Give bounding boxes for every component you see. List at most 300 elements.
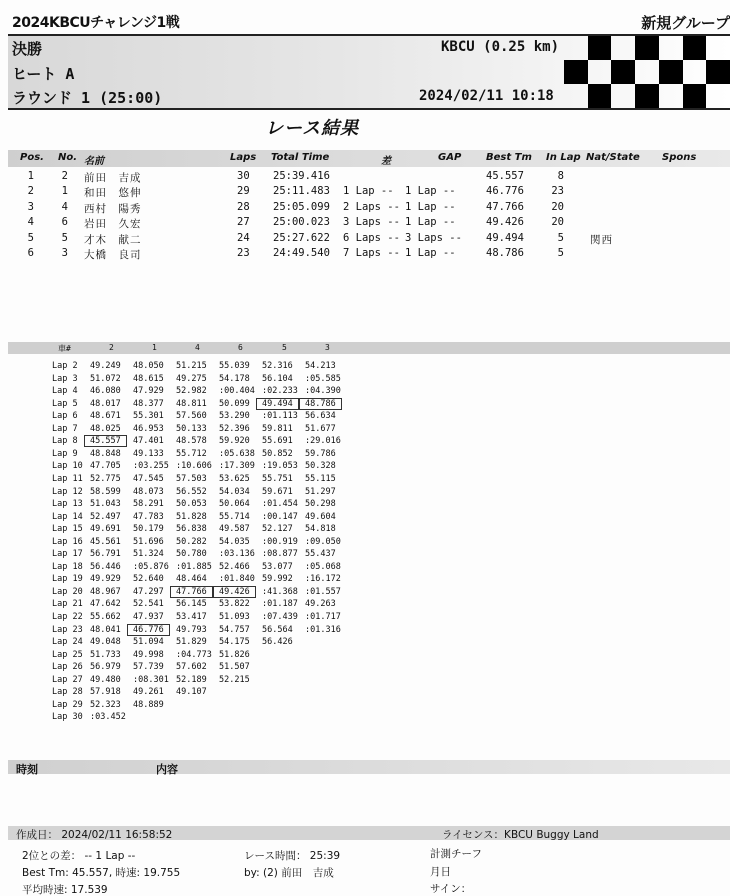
- lap-time: 49.263: [305, 599, 336, 610]
- cell-total: 25:27.622: [273, 231, 330, 244]
- lap-time: 48.073: [133, 486, 164, 497]
- page-title: レース結果: [265, 118, 360, 139]
- cell-laps: 29: [237, 185, 250, 198]
- cell-pos: 2: [27, 185, 34, 198]
- lap-row: [8, 549, 408, 561]
- lap-time: 47.766: [171, 587, 212, 597]
- lap-time: 46.776: [128, 625, 169, 635]
- col-nat: Nat/State: [586, 152, 640, 163]
- month-day: 月日: [430, 866, 451, 878]
- lap-time: 50.179: [133, 524, 164, 535]
- footer-bar: [8, 826, 730, 840]
- race-time: レース時間： 25:39: [244, 850, 341, 862]
- lap-row: [8, 436, 408, 448]
- lap-label: Lap 10: [52, 461, 83, 472]
- round-label: ラウンド 1 (25:00): [12, 89, 163, 107]
- table-row: [8, 200, 730, 215]
- lap-time: 56.634: [305, 411, 336, 422]
- lap-label: Lap 29: [52, 699, 83, 710]
- cell-total: 25:00.023: [273, 216, 330, 229]
- lap-label: Lap 20: [52, 586, 83, 597]
- lap-label: Lap 7: [52, 423, 78, 434]
- lap-time: 51.507: [219, 662, 250, 673]
- lap-time: 48.025: [90, 423, 121, 434]
- lap-label: Lap 22: [52, 612, 83, 622]
- lap-row: [8, 386, 408, 398]
- lap-row: [8, 537, 408, 549]
- lap-label: Lap 19: [52, 574, 83, 585]
- heat-label: ヒート A: [12, 65, 75, 83]
- lap-time: 56.426: [262, 637, 293, 648]
- cell-gap: 1 Lap --: [405, 216, 456, 229]
- cell-no: 5: [61, 231, 68, 244]
- lap-time: 57.602: [176, 662, 207, 673]
- cell-diff: 7 Laps --: [343, 247, 400, 259]
- col-gap: GAP: [438, 152, 462, 163]
- lap-label: Lap 23: [52, 624, 83, 635]
- col-inlap: In Lap: [546, 152, 581, 163]
- lap-time: 46.953: [133, 423, 164, 434]
- lap-time: 48.041: [90, 624, 121, 635]
- cell-gap: 1 Lap --: [405, 247, 456, 259]
- lap-time: 49.249: [90, 361, 121, 371]
- lap-time: :03.136: [219, 549, 255, 560]
- table-row: [8, 231, 730, 246]
- lap-time: 54.035: [219, 536, 250, 547]
- lap-time: 49.107: [176, 687, 207, 698]
- lap-row: [8, 449, 408, 461]
- cell-best: 48.786: [486, 247, 524, 259]
- lap-label: Lap 14: [52, 511, 83, 522]
- cell-best: 49.426: [486, 216, 524, 229]
- cell-total: 25:05.099: [273, 200, 330, 213]
- table-row: [8, 184, 730, 199]
- lap-time: :00.919: [262, 536, 298, 547]
- lap-time: 52.466: [219, 561, 250, 572]
- lap-label: Lap 30: [52, 712, 83, 723]
- cell-name: 岩田 久宏: [84, 218, 142, 231]
- lap-time: 49.426: [214, 587, 255, 597]
- lap-time: 50.780: [176, 549, 207, 560]
- lap-row: [8, 599, 408, 611]
- lap-time: :29.016: [305, 436, 341, 447]
- lap-row: [8, 675, 408, 687]
- lap-time: 50.328: [305, 461, 336, 472]
- lap-time: :10.606: [176, 461, 212, 472]
- lap-time: :05.638: [219, 448, 255, 459]
- lap-time: 56.145: [176, 599, 207, 610]
- timing-chief: 計測チーフ: [430, 848, 482, 860]
- cell-diff: 3 Laps --: [343, 216, 400, 229]
- cell-nat: 関西: [590, 233, 613, 246]
- lap-time: 55.662: [90, 612, 121, 622]
- lap-time: 50.099: [219, 398, 250, 409]
- lap-label: Lap 15: [52, 524, 83, 535]
- lap-row: [8, 361, 408, 373]
- race-datetime: 2024/02/11 10:18: [419, 88, 554, 104]
- car-col: 3: [325, 343, 330, 352]
- lap-time: 50.282: [176, 536, 207, 547]
- event-title: 2024KBCUチャレンジ1戦: [12, 15, 180, 31]
- lap-time: 49.480: [90, 674, 121, 685]
- cell-inlap: 8: [557, 170, 564, 182]
- cell-laps: 28: [237, 200, 250, 213]
- lap-time: :16.172: [305, 574, 341, 585]
- lap-time: 52.640: [133, 574, 164, 585]
- lap-time: 54.175: [219, 637, 250, 648]
- lap-time: 52.982: [176, 386, 207, 397]
- cell-name: 西村 陽秀: [84, 202, 142, 215]
- lap-time: 55.301: [133, 411, 164, 422]
- lap-time: 47.705: [90, 461, 121, 472]
- lap-time: 49.929: [90, 574, 121, 585]
- lap-time: :05.068: [305, 561, 341, 572]
- car-col: 6: [238, 343, 243, 352]
- best-time: Best Tm: 45.557, 時速: 19.755: [22, 867, 181, 879]
- lap-time: 56.104: [262, 373, 293, 384]
- lap-time: 47.783: [133, 511, 164, 522]
- lap-label: Lap 21: [52, 599, 83, 610]
- lap-row: [8, 662, 408, 674]
- lap-time: 47.929: [133, 386, 164, 397]
- lap-time: 52.323: [90, 699, 121, 710]
- lap-table-header: [8, 342, 730, 354]
- lap-time: :04.390: [305, 386, 341, 397]
- lap-row: [8, 700, 408, 712]
- lap-time: 51.297: [305, 486, 336, 497]
- lap-time: 52.316: [262, 361, 293, 371]
- lap-time: :03.255: [133, 461, 169, 472]
- lap-time: 57.918: [90, 687, 121, 698]
- lap-row: [8, 424, 408, 436]
- lap-time: 47.297: [133, 586, 164, 597]
- cell-name: 大橋 良司: [84, 249, 142, 261]
- cell-laps: 23: [237, 247, 250, 259]
- license: ライセンス：KBCU Buggy Land: [442, 829, 599, 841]
- checkered-flag-icon: [564, 36, 730, 108]
- lap-time: :09.050: [305, 536, 341, 547]
- lap-label: Lap 12: [52, 486, 83, 497]
- lap-time: 56.446: [90, 561, 121, 572]
- lap-time: 51.696: [133, 536, 164, 547]
- cell-gap: 1 Lap --: [405, 200, 456, 213]
- lap-time: :05.876: [133, 561, 169, 572]
- lap-row: [8, 562, 408, 574]
- cell-pos: 1: [27, 170, 34, 182]
- lap-row: [8, 411, 408, 423]
- lap-time: 55.751: [262, 473, 293, 484]
- lap-time: 53.417: [176, 612, 207, 622]
- lap-time: 48.889: [133, 699, 164, 710]
- lap-time: :01.840: [219, 574, 255, 585]
- track-label: KBCU (0.25 km): [441, 39, 560, 55]
- lap-time: 58.291: [133, 499, 164, 510]
- lap-time: 50.064: [219, 499, 250, 510]
- lap-time: :17.309: [219, 461, 255, 472]
- cell-laps: 24: [237, 231, 250, 244]
- lap-time: 59.992: [262, 574, 293, 585]
- stage-label: 決勝: [12, 40, 43, 58]
- cell-pos: 3: [27, 200, 34, 213]
- car-col: 4: [195, 343, 200, 352]
- lap-row: [8, 499, 408, 511]
- lap-time: 48.615: [133, 373, 164, 384]
- lap-time: 50.053: [176, 499, 207, 510]
- lap-time: 48.017: [90, 398, 121, 409]
- car-label: 車#: [58, 344, 71, 353]
- lap-time: :08.301: [133, 674, 169, 685]
- lap-row: [8, 712, 408, 724]
- lap-time: 53.822: [219, 599, 250, 610]
- lap-label: Lap 27: [52, 674, 83, 685]
- cell-pos: 4: [27, 216, 34, 229]
- col-laps: Laps: [230, 152, 257, 163]
- best-by: by: (2) 前田 吉成: [244, 867, 334, 879]
- lap-time: 59.920: [219, 436, 250, 447]
- lap-row: [8, 487, 408, 499]
- cell-gap: 3 Laps --: [405, 231, 462, 244]
- lap-time: :05.585: [305, 373, 341, 384]
- lap-time: 49.793: [176, 624, 207, 635]
- lap-time: 48.464: [176, 574, 207, 585]
- lap-time: 53.290: [219, 411, 250, 422]
- col-name: 名前: [84, 156, 104, 167]
- lap-row: [8, 461, 408, 473]
- time-label: 時刻: [16, 763, 38, 776]
- lap-time: 49.048: [90, 637, 121, 648]
- lap-time: 51.215: [176, 361, 207, 371]
- lap-time: 48.578: [176, 436, 207, 447]
- lap-label: Lap 28: [52, 687, 83, 698]
- lap-label: Lap 11: [52, 473, 83, 484]
- cell-laps: 27: [237, 216, 250, 229]
- race-header: [8, 36, 730, 108]
- lap-label: Lap 18: [52, 561, 83, 572]
- lap-time: 48.811: [176, 398, 207, 409]
- lap-time: 52.775: [90, 473, 121, 484]
- lap-time: 57.503: [176, 473, 207, 484]
- lap-time: 49.604: [305, 511, 336, 522]
- lap-time: 59.786: [305, 448, 336, 459]
- lap-time: 56.564: [262, 624, 293, 635]
- lap-time: :01.885: [176, 561, 212, 572]
- lap-time: :01.454: [262, 499, 298, 510]
- cell-best: 49.494: [486, 231, 524, 244]
- lap-time: 50.298: [305, 499, 336, 510]
- cell-laps: 30: [237, 170, 250, 182]
- lap-time: :01.316: [305, 624, 341, 635]
- lap-time: 59.811: [262, 423, 293, 434]
- lap-label: Lap 5: [52, 398, 78, 409]
- lap-time: 55.712: [176, 448, 207, 459]
- cell-name: 才木 献二: [84, 233, 142, 246]
- lap-time: 51.677: [305, 423, 336, 434]
- lap-row: [8, 687, 408, 699]
- lap-time: 49.133: [133, 448, 164, 459]
- lap-time: 56.838: [176, 524, 207, 535]
- lap-time: 52.215: [219, 674, 250, 685]
- signature: サイン：: [430, 883, 472, 895]
- lap-time: 56.552: [176, 486, 207, 497]
- lap-time: 51.072: [90, 373, 121, 384]
- cell-inlap: 23: [551, 185, 564, 198]
- lap-row: [8, 374, 408, 386]
- lap-row: [8, 637, 408, 649]
- col-best: Best Tm: [486, 152, 532, 163]
- col-diff: 差: [381, 156, 391, 167]
- lap-time: :01.113: [262, 411, 298, 422]
- avg-speed: 平均時速: 17.539: [22, 884, 108, 896]
- lap-time: 51.829: [176, 637, 207, 648]
- lap-time: :00.404: [219, 386, 255, 397]
- cell-total: 25:39.416: [273, 170, 330, 182]
- lap-label: Lap 24: [52, 637, 83, 648]
- lap-time: 58.599: [90, 486, 121, 497]
- lap-time: 48.967: [90, 586, 121, 597]
- event-bar: [8, 10, 730, 34]
- cell-best: 46.776: [486, 185, 524, 198]
- created-date: 作成日： 2024/02/11 16:58:52: [16, 829, 173, 841]
- lap-label: Lap 25: [52, 649, 83, 660]
- lap-label: Lap 13: [52, 499, 83, 510]
- lap-time: 49.998: [133, 649, 164, 660]
- lap-time: 54.034: [219, 486, 250, 497]
- lap-time: 48.377: [133, 398, 164, 409]
- cell-total: 24:49.540: [273, 247, 330, 259]
- group-name: 新規グループ: [641, 14, 730, 32]
- lap-time: 52.541: [133, 599, 164, 610]
- lap-time: 45.561: [90, 536, 121, 547]
- lap-time: 47.642: [90, 599, 121, 610]
- lap-row: [8, 574, 408, 586]
- lap-time: 54.818: [305, 524, 336, 535]
- lap-time: :03.452: [90, 712, 126, 723]
- lap-time: 48.786: [300, 399, 341, 409]
- lap-time: 52.497: [90, 511, 121, 522]
- lap-label: Lap 4: [52, 386, 78, 397]
- col-no: No.: [58, 152, 78, 163]
- cell-inlap: 5: [557, 247, 564, 259]
- lap-time: 52.396: [219, 423, 250, 434]
- lap-time: 53.077: [262, 561, 293, 572]
- cell-inlap: 20: [551, 216, 564, 229]
- cell-no: 6: [61, 216, 68, 229]
- cell-name: 和田 悠伸: [84, 187, 142, 200]
- lap-time: 49.691: [90, 524, 121, 535]
- cell-diff: 1 Lap --: [343, 185, 394, 198]
- cell-no: 1: [61, 185, 68, 198]
- lap-time: 47.545: [133, 473, 164, 484]
- lap-time: 55.039: [219, 361, 250, 371]
- lap-time: 51.043: [90, 499, 121, 510]
- car-col: 5: [282, 343, 287, 352]
- lap-time: 54.757: [219, 624, 250, 635]
- cell-no: 3: [61, 247, 68, 259]
- results-header: [8, 150, 730, 167]
- lap-time: 51.324: [133, 549, 164, 560]
- lap-time: 47.937: [133, 612, 164, 622]
- lap-time: 52.127: [262, 524, 293, 535]
- lap-time: :07.439: [262, 612, 298, 622]
- cell-pos: 5: [27, 231, 34, 244]
- lap-time: :01.717: [305, 612, 341, 622]
- lap-time: 48.848: [90, 448, 121, 459]
- notes-header: [8, 760, 730, 774]
- lap-time: 56.791: [90, 549, 121, 560]
- diff-second: 2位との差： -- 1 Lap --: [22, 850, 136, 862]
- lap-time: 55.437: [305, 549, 336, 560]
- car-col: 2: [109, 343, 114, 352]
- lap-row: [8, 524, 408, 536]
- cell-inlap: 20: [551, 200, 564, 213]
- lap-time: :01.187: [262, 599, 298, 610]
- cell-no: 2: [61, 170, 68, 182]
- lap-time: 51.826: [219, 649, 250, 660]
- lap-time: 54.178: [219, 373, 250, 384]
- lap-time: 49.275: [176, 373, 207, 384]
- lap-time: 59.671: [262, 486, 293, 497]
- lap-label: Lap 3: [52, 373, 78, 384]
- lap-row: [8, 587, 408, 599]
- lap-row: [8, 612, 408, 624]
- lap-time: 50.852: [262, 448, 293, 459]
- cell-diff: 6 Laps --: [343, 231, 400, 244]
- lap-time: 48.050: [133, 361, 164, 371]
- cell-total: 25:11.483: [273, 185, 330, 198]
- table-row: [8, 246, 730, 261]
- lap-time: 50.133: [176, 423, 207, 434]
- lap-time: 52.189: [176, 674, 207, 685]
- lap-time: 55.691: [262, 436, 293, 447]
- lap-label: Lap 2: [52, 361, 78, 371]
- lap-label: Lap 26: [52, 662, 83, 673]
- cell-pos: 6: [27, 247, 34, 259]
- lap-time: :04.773: [176, 649, 212, 660]
- lap-time: 46.080: [90, 386, 121, 397]
- lap-time: 49.494: [257, 399, 298, 409]
- lap-label: Lap 6: [52, 411, 78, 422]
- col-spons: Spons: [662, 152, 697, 163]
- lap-time: :19.053: [262, 461, 298, 472]
- cell-inlap: 5: [557, 231, 564, 244]
- lap-time: 51.828: [176, 511, 207, 522]
- lap-time: 48.671: [90, 411, 121, 422]
- lap-time: :01.557: [305, 586, 341, 597]
- lap-time: 57.560: [176, 411, 207, 422]
- lap-time: 51.733: [90, 649, 121, 660]
- cell-gap: 1 Lap --: [405, 185, 456, 198]
- lap-row: [8, 512, 408, 524]
- table-row: [8, 215, 730, 230]
- lap-time: 57.739: [133, 662, 164, 673]
- lap-time: 55.115: [305, 473, 336, 484]
- lap-time: 51.093: [219, 612, 250, 622]
- lap-label: Lap 8: [52, 436, 78, 447]
- lap-time: :02.233: [262, 386, 298, 397]
- content-label: 内容: [156, 763, 178, 776]
- lap-label: Lap 17: [52, 549, 83, 560]
- table-row: [8, 169, 730, 184]
- lap-row: [8, 474, 408, 486]
- lap-row: [8, 625, 408, 637]
- col-total: Total Time: [271, 152, 330, 163]
- col-pos: Pos.: [20, 152, 44, 163]
- lap-label: Lap 16: [52, 536, 83, 547]
- cell-best: 47.766: [486, 200, 524, 213]
- lap-time: 56.979: [90, 662, 121, 673]
- lap-time: 54.213: [305, 361, 336, 371]
- cell-name: 前田 吉成: [84, 172, 142, 184]
